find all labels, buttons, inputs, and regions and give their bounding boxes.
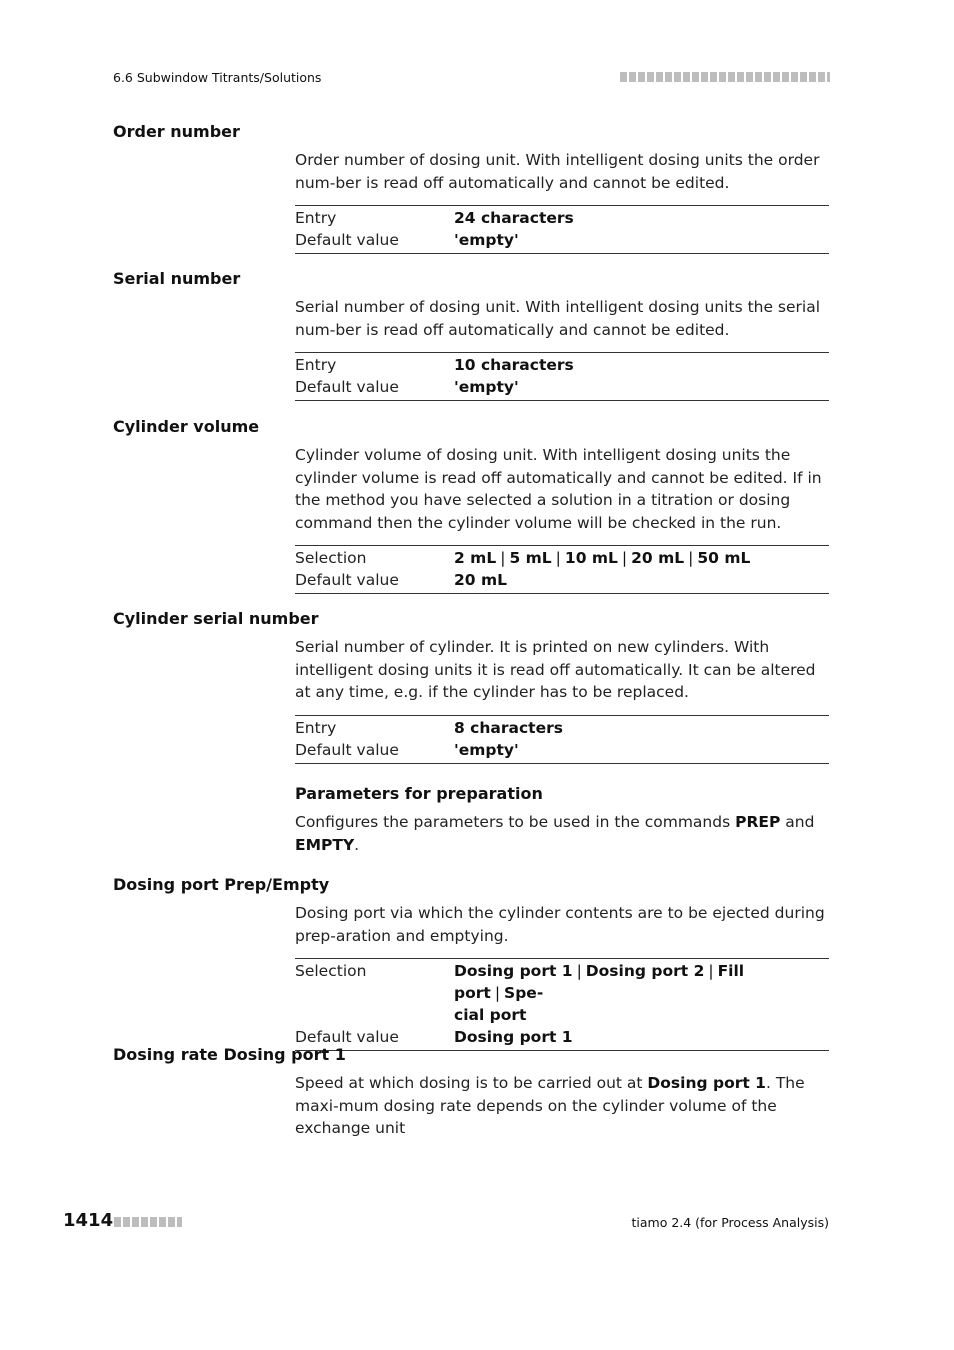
param-row-default (295, 739, 829, 761)
option-value: Dosing port 2 (585, 962, 705, 980)
option-separator: | (621, 549, 628, 567)
option-value: 50 mL (697, 549, 751, 567)
param-key: Default value (295, 378, 399, 396)
option-value: 2 mL (454, 549, 497, 567)
param-key: Default value (295, 231, 399, 249)
param-row-entry (295, 717, 829, 739)
param-value: 20 mL (454, 571, 507, 589)
param-key: Default value (295, 1028, 399, 1046)
param-row-entry (295, 207, 829, 229)
parameter-name: Dosing port 1 (647, 1074, 766, 1092)
param-value: 8 characters (454, 719, 563, 737)
param-value: 'empty' (454, 231, 519, 249)
page-number: 1414 (63, 1210, 114, 1231)
option-value: Dosing port 1 (454, 962, 573, 980)
param-row-entry (295, 354, 829, 376)
param-value: 10 characters (454, 356, 574, 374)
subheading-parameters-for-preparation: Parameters for preparation (295, 784, 543, 803)
option-separator: | (494, 984, 501, 1002)
param-row-default (295, 1026, 829, 1048)
option-separator: | (708, 962, 714, 980)
param-value-options (454, 547, 829, 569)
dosing-port-param-table (295, 958, 829, 1051)
term-order-number: Order number (113, 122, 240, 141)
option-value: 20 mL (631, 549, 685, 567)
term-serial-number: Serial number (113, 269, 241, 288)
cylinder-volume-param-table (295, 545, 829, 594)
option-separator: | (555, 549, 561, 567)
param-value: 'empty' (454, 741, 519, 759)
order-number-description: Order number of dosing unit. With intelligent dosing units the order num-ber is read off automatically and cannot be edited. (295, 151, 820, 192)
dosing-port-description: Dosing port via which the cylinder contents are to be ejected during prep-aration and emptying. (295, 904, 825, 945)
param-row-selection (295, 547, 829, 569)
header-dot-rule (620, 72, 830, 82)
param-key: Default value (295, 571, 399, 589)
param-key: Entry (295, 719, 337, 737)
option-value: 5 mL (509, 549, 552, 567)
option-value: 10 mL (564, 549, 618, 567)
param-row-selection (295, 960, 829, 1026)
running-header-section: 6.6 Subwindow Titrants/Solutions (113, 70, 322, 85)
command-name: EMPTY (295, 835, 355, 854)
option-separator: | (688, 549, 694, 567)
order-number-param-table (295, 205, 829, 254)
param-value: Dosing port 1 (454, 1028, 573, 1046)
dosing-rate-description (295, 1072, 829, 1140)
param-row-default (295, 229, 829, 251)
serial-number-description: Serial number of dosing unit. With intelligent dosing units the serial num-ber is read off automatically and cannot be edited. (295, 298, 821, 339)
command-name: PREP (735, 813, 781, 831)
cylinder-volume-description: Cylinder volume of dosing unit. With intelligent dosing units the cylinder volume is read off automatically and cannot be edited. If in the method you have selected a solution in a titration or dosing command then the cylinder volume will be checked in the run. (295, 446, 822, 532)
option-value: Fill port (454, 962, 745, 1002)
option-separator: | (500, 549, 506, 567)
text-run: Configures the parameters to be used in the commands (295, 813, 736, 831)
text-run: and (780, 813, 815, 831)
term-dosing-rate-dosing-port-1: Dosing rate Dosing port 1 (113, 1045, 346, 1064)
cylinder-serial-description: Serial number of cylinder. It is printed on new cylinders. With intelligent dosing units it is read off automatically. It can be altered at any time, e.g. if the cylinder has to be replaced. (295, 638, 816, 701)
term-dosing-port-prep-empty: Dosing port Prep/Empty (113, 875, 330, 894)
param-key: Selection (295, 549, 367, 567)
text-run: Speed at which dosing is to be carried out at (295, 1074, 648, 1092)
param-key: Default value (295, 741, 399, 759)
serial-number-param-table (295, 352, 829, 401)
footer-dot-rule (114, 1217, 182, 1227)
text-run: . The maxi-mum dosing rate depends on the cylinder volume of the exchange unit (295, 1074, 805, 1137)
param-row-default (295, 376, 829, 398)
prep-params-description (295, 811, 829, 856)
param-key: Entry (295, 209, 337, 227)
option-value: cial port (454, 1006, 527, 1024)
term-cylinder-serial-number: Cylinder serial number (113, 609, 319, 628)
param-key: Entry (295, 356, 337, 374)
text-run: . (354, 835, 360, 854)
option-separator: | (576, 962, 582, 980)
param-value-options (454, 960, 829, 1026)
param-value: 24 characters (454, 209, 574, 227)
param-row-default (295, 569, 829, 591)
term-cylinder-volume: Cylinder volume (113, 417, 260, 436)
param-value: 'empty' (454, 378, 519, 396)
option-value: Spe- (504, 984, 544, 1002)
cylinder-serial-param-table (295, 715, 829, 764)
param-key: Selection (295, 962, 367, 980)
footer-product-name: tiamo 2.4 (for Process Analysis) (631, 1215, 829, 1230)
